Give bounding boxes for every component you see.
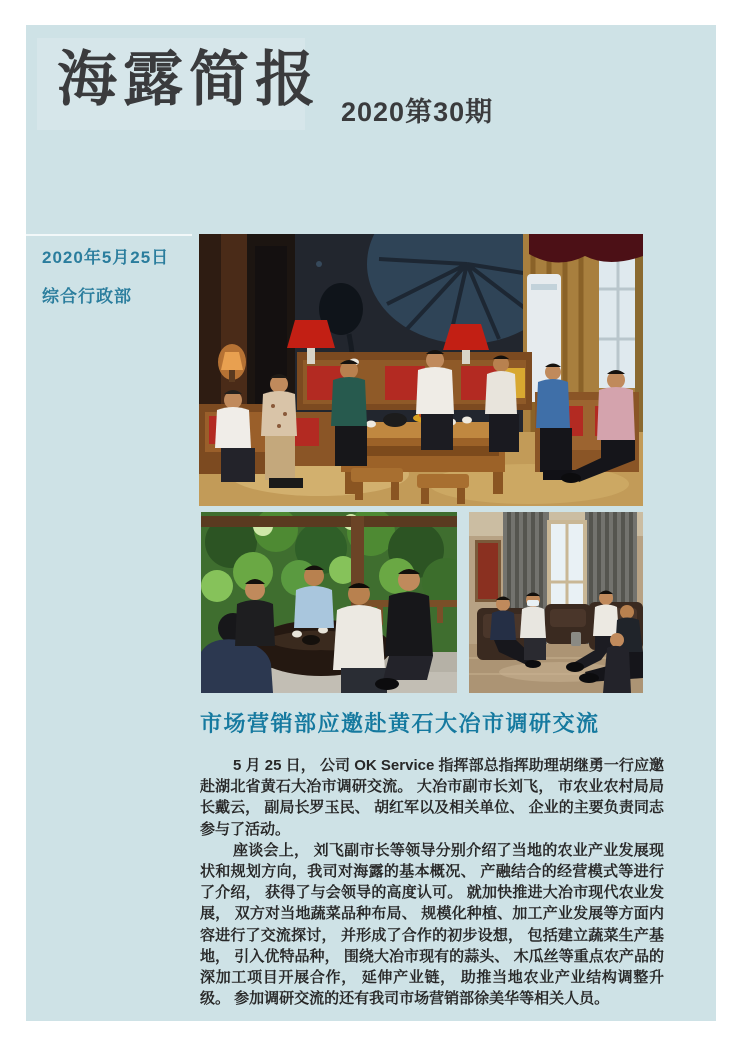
article-body xyxy=(200,755,664,1009)
article-paragraph: 5 月 25 日， 公司 OK Service 指挥部总指挥助理胡继勇一行应邀赴湖北省黄石大冶市调研交流。 大冶市副市长刘飞， 市农业农村局局长戴云， 副局长罗玉民、 胡红军以及相关单位、 企业的主要负责同志参与了活动。 xyxy=(200,757,664,838)
publish-date: 2020年5月25日 xyxy=(42,248,170,267)
sidebar-divider xyxy=(26,234,192,236)
issue-number: 2020第30期 xyxy=(341,97,494,127)
photo-garden-tea xyxy=(201,512,457,693)
photo-meeting-room xyxy=(199,234,643,506)
photo-office-sofa xyxy=(469,512,643,693)
article-headline: 市场营销部应邀赴黄石大冶市调研交流 xyxy=(200,711,600,736)
publishing-department: 综合行政部 xyxy=(42,287,132,306)
article-paragraph: 座谈会上， 刘飞副市长等领导分别介绍了当地的农业产业发展现状和规划方向，我司对海露的基本概况、 产融结合的经营模式等进行了介绍， 获得了与会领导的高度认可。 就加快推进大冶市现代农业发展， 双方对当地蔬菜品种布局、 规模化种植、加工产业发展等方面内容进行了交流探讨， 并形成了合作的初步设想， 包括建立蔬菜生产基地， 引入优特品种， 围绕大冶市现有的蒜头、 木瓜丝等重点农产品的深加工项目开展合作， 延伸产业链， 助推当地农业产业结构调整升级。 参加调研交流的还有我司市场营销部徐美华等相关人员。 xyxy=(200,841,664,1008)
newsletter-title: 海露简报 xyxy=(57,46,321,113)
